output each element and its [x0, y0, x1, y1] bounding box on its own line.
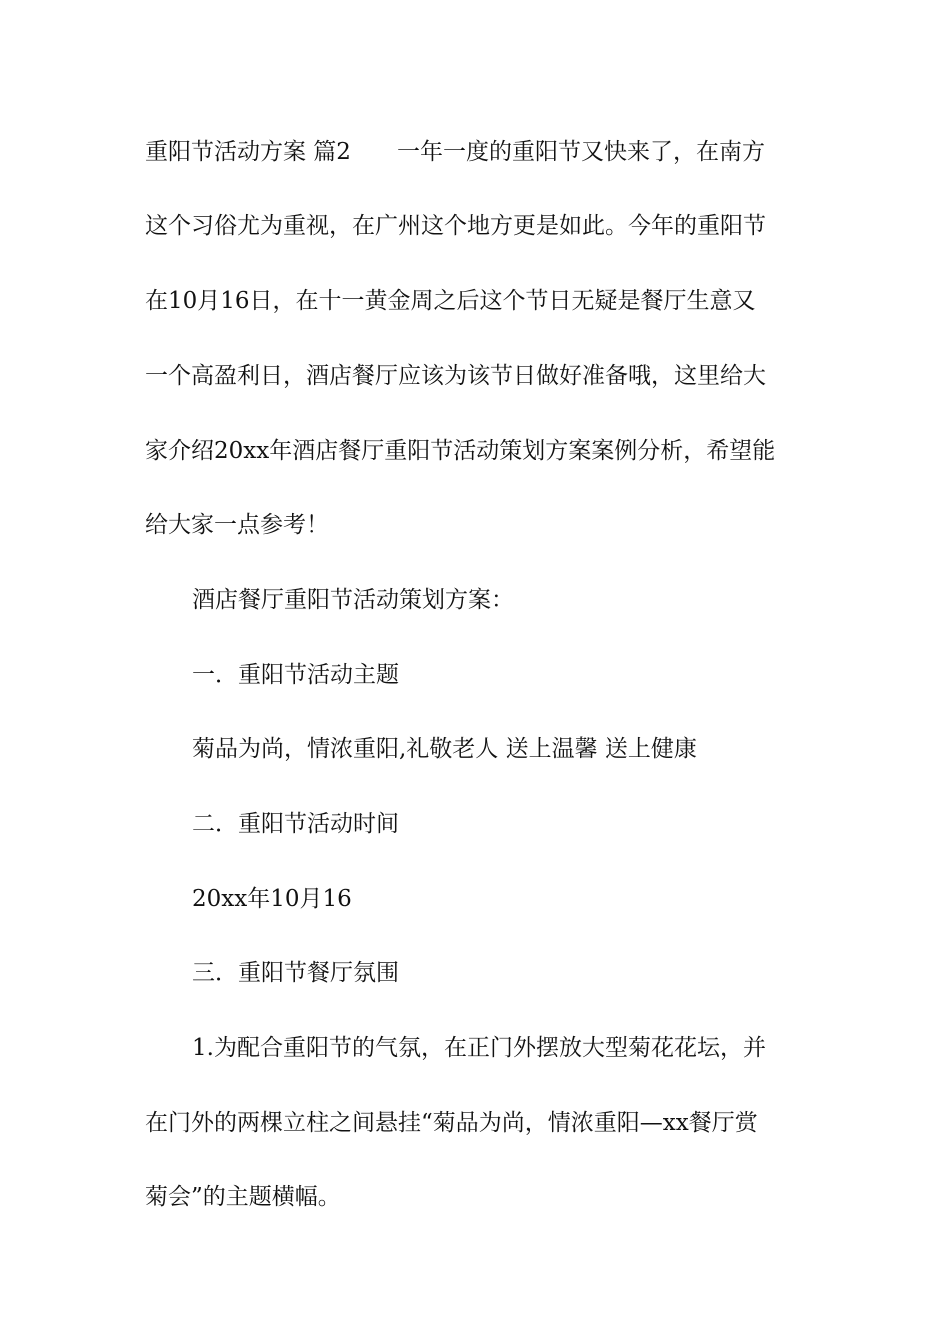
section-heading-time: 二．重阳节活动时间 — [192, 811, 399, 837]
section-heading-atmosphere: 三．重阳节餐厅氛围 — [192, 960, 399, 986]
paragraph-line: 给大家一点参考！ — [145, 512, 329, 538]
section-intro: 酒店餐厅重阳节活动策划方案： — [192, 587, 514, 613]
time-text: 20xx年10月16 — [192, 886, 352, 912]
atmosphere-item-line: 在门外的两棵立柱之间悬挂“菊品为尚，情浓重阳—xx餐厅赏 — [145, 1110, 758, 1136]
paragraph-line: 一个高盈利日，酒店餐厅应该为该节日做好准备哦，这里给大 — [145, 363, 766, 389]
theme-text: 菊品为尚，情浓重阳,礼敬老人 送上温馨 送上健康 — [192, 736, 697, 762]
paragraph-line: 重阳节活动方案 篇2 一年一度的重阳节又快来了，在南方 — [145, 139, 765, 165]
paragraph-line: 家介绍20xx年酒店餐厅重阳节活动策划方案案例分析，希望能 — [145, 438, 776, 464]
paragraph-line: 在10月16日，在十一黄金周之后这个节日无疑是餐厅生意又 — [145, 288, 756, 314]
atmosphere-item-line: 1.为配合重阳节的气氛，在正门外摆放大型菊花花坛，并 — [192, 1035, 766, 1061]
section-heading-theme: 一．重阳节活动主题 — [192, 662, 399, 688]
atmosphere-item-line: 菊会”的主题横幅。 — [145, 1184, 341, 1210]
paragraph-line: 这个习俗尤为重视，在广州这个地方更是如此。今年的重阳节 — [145, 213, 766, 239]
